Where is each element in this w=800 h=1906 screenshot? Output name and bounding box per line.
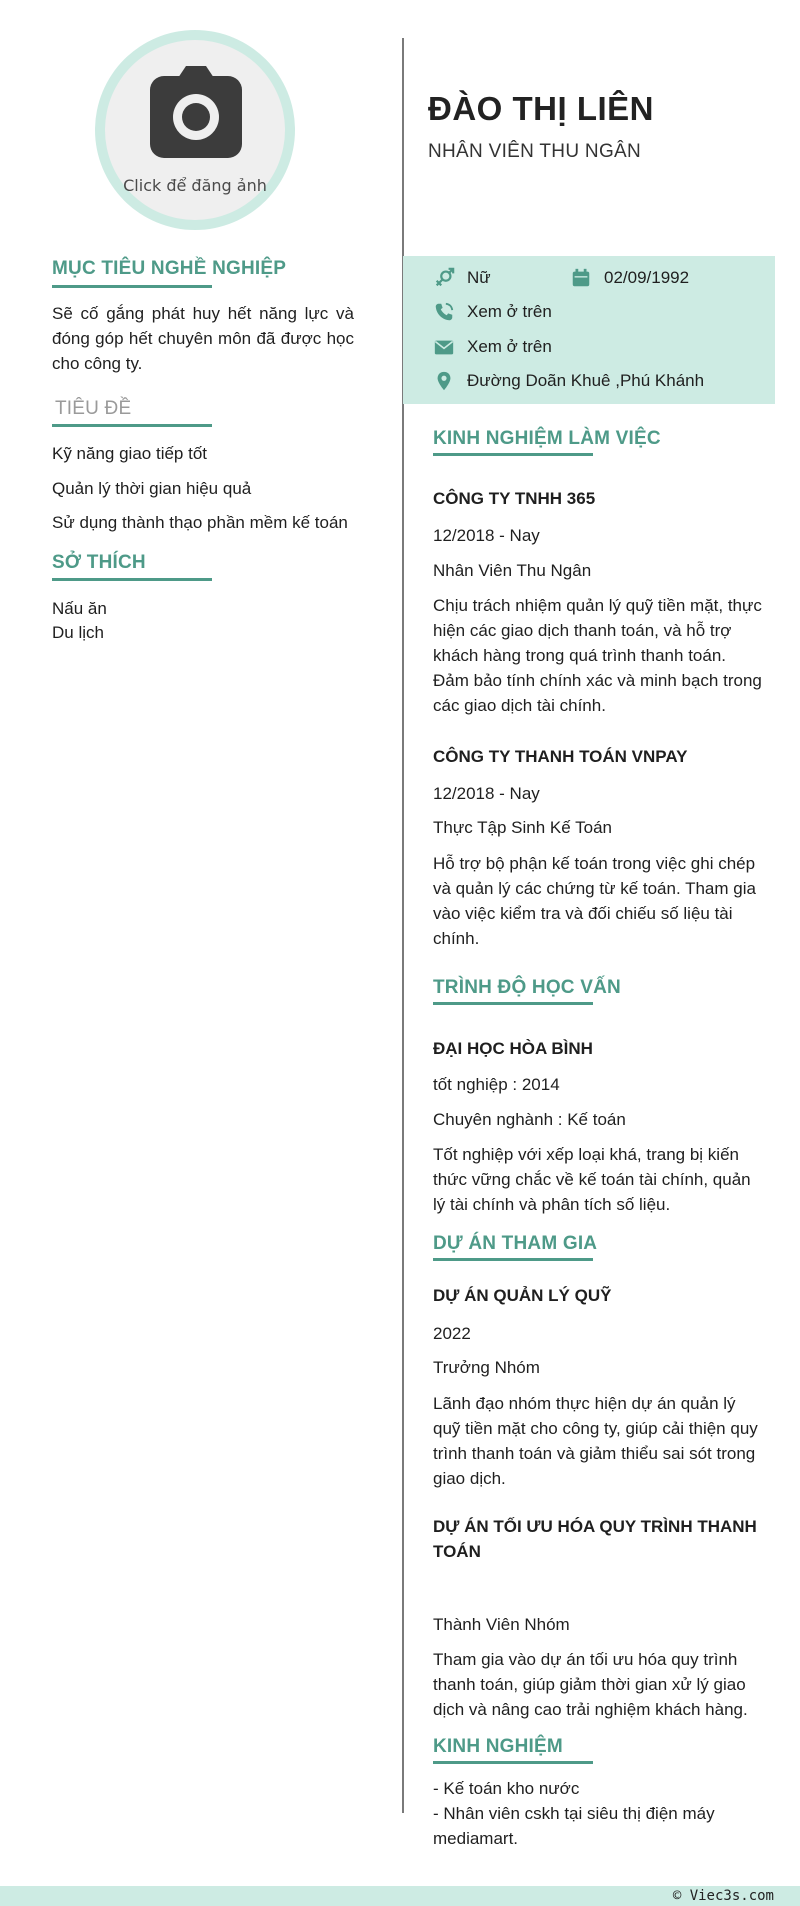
phone-value: Xem ở trên	[467, 302, 552, 321]
extra-heading: KINH NGHIỆM	[433, 1736, 563, 1757]
experience-position: Nhân Viên Thu Ngân	[433, 561, 592, 580]
project-name: DỰ ÁN TỐI ƯU HÓA QUY TRÌNH THANH TOÁN	[433, 1517, 757, 1561]
experience-position: Thực Tập Sinh Kế Toán	[433, 818, 612, 837]
experience-heading: KINH NGHIỆM LÀM VIỆC	[433, 428, 661, 449]
skills-heading: TIÊU ĐỀ	[55, 398, 132, 419]
projects-heading: DỰ ÁN THAM GIA	[433, 1233, 598, 1254]
extra-line: - Nhân viên cskh tại siêu thị điện máy mediamart.	[433, 1804, 715, 1848]
camera-icon	[150, 66, 242, 166]
extra-heading-underline	[433, 1761, 593, 1764]
objective-heading-underline	[52, 285, 212, 288]
project-name: DỰ ÁN QUẢN LÝ QUỸ	[433, 1286, 612, 1305]
projects-heading-underline	[433, 1258, 593, 1261]
skills-heading-underline	[52, 424, 212, 427]
education-major: Chuyên nghành : Kế toán	[433, 1110, 626, 1129]
email-icon	[433, 336, 455, 358]
gender-icon	[433, 267, 455, 289]
contact-email	[433, 336, 552, 358]
email-value: Xem ở trên	[467, 337, 552, 356]
hobby-item: Nấu ăn	[52, 599, 107, 618]
objective-text: Sẽ cố gắng phát huy hết năng lực và đóng góp hết chuyên môn đã được học cho công ty.	[52, 304, 354, 373]
experience-period: 12/2018 - Nay	[433, 784, 540, 803]
location-pin-icon	[433, 370, 455, 392]
project-description: Tham gia vào dự án tối ưu hóa quy trình thanh toán, giúp giảm thời gian xử lý giao dịch và nâng cao trải nghiệm khách hàng.	[433, 1650, 748, 1719]
footer-bar	[0, 1886, 800, 1906]
experience-period: 12/2018 - Nay	[433, 526, 540, 545]
experience-company: CÔNG TY THANH TOÁN VNPAY	[433, 747, 688, 766]
contact-address	[433, 370, 704, 392]
contact-birthday	[570, 267, 689, 289]
candidate-name: ĐÀO THỊ LIÊN	[428, 90, 654, 127]
experience-description: Chịu trách nhiệm quản lý quỹ tiền mặt, thực hiện các giao dịch thanh toán, và hỗ trợ khách hàng trong quá trình thanh toán. Đảm bảo tính chính xác và minh bạch trong các giao dịch tài chính.	[433, 596, 762, 715]
contact-gender	[433, 267, 491, 289]
experience-description: Hỗ trợ bộ phận kế toán trong việc ghi chép và quản lý các chứng từ kế toán. Tham gia vào việc kiểm tra và đối chiếu số liệu tài chính.	[433, 854, 756, 948]
gender-value: Nữ	[467, 268, 491, 287]
footer-copyright[interactable]: © Viec3s.com	[672, 1888, 774, 1904]
experience-heading-underline	[433, 453, 593, 456]
skill-item: Kỹ năng giao tiếp tốt	[52, 444, 208, 463]
project-role: Thành Viên Nhóm	[433, 1615, 570, 1634]
education-graduation: tốt nghiệp : 2014	[433, 1075, 560, 1094]
skill-item: Sử dụng thành thạo phần mềm kế toán	[52, 513, 348, 532]
avatar-caption: Click để đăng ảnh	[123, 176, 267, 195]
education-heading: TRÌNH ĐỘ HỌC VẤN	[433, 977, 621, 998]
address-value: Đường Doãn Khuê ,Phú Khánh	[467, 371, 705, 390]
candidate-title: NHÂN VIÊN THU NGÂN	[428, 141, 642, 162]
skill-item: Quản lý thời gian hiệu quả	[52, 479, 252, 498]
avatar-inner	[105, 40, 285, 220]
objective-heading: MỤC TIÊU NGHỀ NGHIỆP	[52, 258, 287, 279]
hobbies-heading-underline	[52, 578, 212, 581]
contact-phone	[433, 301, 552, 323]
education-school: ĐẠI HỌC HÒA BÌNH	[433, 1039, 593, 1058]
hobby-item: Du lịch	[52, 623, 104, 642]
project-year: 2022	[433, 1324, 471, 1343]
contact-box	[403, 256, 775, 404]
project-role: Trưởng Nhóm	[433, 1358, 540, 1377]
extra-line: - Kế toán kho nước	[433, 1779, 580, 1798]
experience-company: CÔNG TY TNHH 365	[433, 489, 596, 508]
calendar-icon	[570, 267, 592, 289]
education-heading-underline	[433, 1002, 593, 1005]
hobbies-heading: SỞ THÍCH	[52, 552, 146, 573]
education-description: Tốt nghiệp với xếp loại khá, trang bị kiến thức vững chắc về kế toán tài chính, quản lý tài chính và phân tích số liệu.	[433, 1145, 751, 1214]
avatar-upload[interactable]	[95, 30, 295, 230]
project-description: Lãnh đạo nhóm thực hiện dự án quản lý quỹ tiền mặt cho công ty, giúp cải thiện quy trình thanh toán và giảm thiểu sai sót trong giao dịch.	[433, 1394, 758, 1488]
birthday-value: 02/09/1992	[604, 268, 690, 287]
phone-icon	[433, 301, 455, 323]
